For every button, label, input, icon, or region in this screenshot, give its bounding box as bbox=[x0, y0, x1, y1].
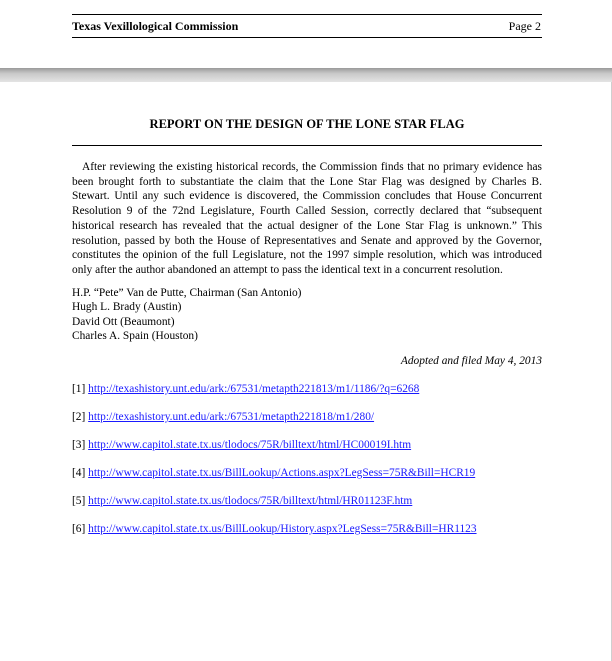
reference-link[interactable]: http://www.capitol.state.tx.us/BillLookup/Actions.aspx?LegSess=75R&Bill=HCR19 bbox=[88, 467, 476, 479]
reference-2 bbox=[72, 411, 552, 439]
reference-number: [1] bbox=[72, 383, 86, 395]
reference-link[interactable]: http://www.capitol.state.tx.us/tlodocs/75R/billtext/html/HR01123F.htm bbox=[88, 495, 413, 507]
reference-number: [2] bbox=[72, 411, 86, 423]
commission-members bbox=[72, 286, 542, 343]
page-separator bbox=[0, 68, 612, 82]
reference-link[interactable]: http://texashistory.unt.edu/ark:/67531/metapth221818/m1/280/ bbox=[88, 411, 375, 423]
findings-paragraph: After reviewing the existing historical records, the Commission finds that no primary evidence has been brought forth to substantiate the claim that the Lone Star Flag was designed by Charles B. Stewart. Until any such evidence is discovered, the Commission concludes that House Concurrent Resolution 9 of the 72nd Legislature, Fourth Called Session, correctly declared that “subsequent historical research has revealed that the actual designer of the Lone Star Flag is unknown.” This resolution, passed by both the House of Representatives and Senate and approved by the Governor, constitutes the opinion of the full Legislature, not the 1997 simple resolution, which was introduced only after the author abandoned an attempt to pass the identical text in a concurrent resolution. bbox=[72, 161, 542, 276]
adopted-date: Adopted and filed May 4, 2013 bbox=[400, 355, 542, 367]
reference-1 bbox=[72, 383, 552, 411]
reference-3 bbox=[72, 439, 552, 467]
header-page-number: Page 2 bbox=[508, 19, 541, 33]
reference-number: [4] bbox=[72, 467, 86, 479]
member-2: Hugh L. Brady (Austin) bbox=[72, 301, 182, 314]
reference-5 bbox=[72, 495, 552, 523]
title-rule bbox=[72, 145, 542, 146]
reference-link[interactable]: http://www.capitol.state.tx.us/BillLookup/History.aspx?LegSess=75R&Bill=HR1123 bbox=[88, 523, 477, 535]
page-header bbox=[72, 14, 542, 38]
member-3: David Ott (Beaumont) bbox=[72, 315, 175, 328]
reference-4 bbox=[72, 467, 552, 495]
member-4: Charles A. Spain (Houston) bbox=[72, 329, 198, 342]
reference-link[interactable]: http://www.capitol.state.tx.us/tlodocs/75R/billtext/html/HC00019I.htm bbox=[88, 439, 412, 451]
reference-link[interactable]: http://texashistory.unt.edu/ark:/67531/metapth221813/m1/1186/?q=6268 bbox=[88, 383, 420, 395]
reference-number: [5] bbox=[72, 495, 86, 507]
page-1-bottom bbox=[0, 0, 612, 70]
references-list bbox=[72, 383, 552, 551]
report-title: REPORT ON THE DESIGN OF THE LONE STAR FLAG bbox=[149, 117, 465, 131]
member-1: H.P. “Pete” Van de Putte, Chairman (San Antonio) bbox=[72, 287, 302, 299]
reference-number: [6] bbox=[72, 523, 86, 535]
header-org: Texas Vexillological Commission bbox=[72, 19, 239, 33]
reference-6 bbox=[72, 523, 552, 551]
reference-number: [3] bbox=[72, 439, 86, 451]
